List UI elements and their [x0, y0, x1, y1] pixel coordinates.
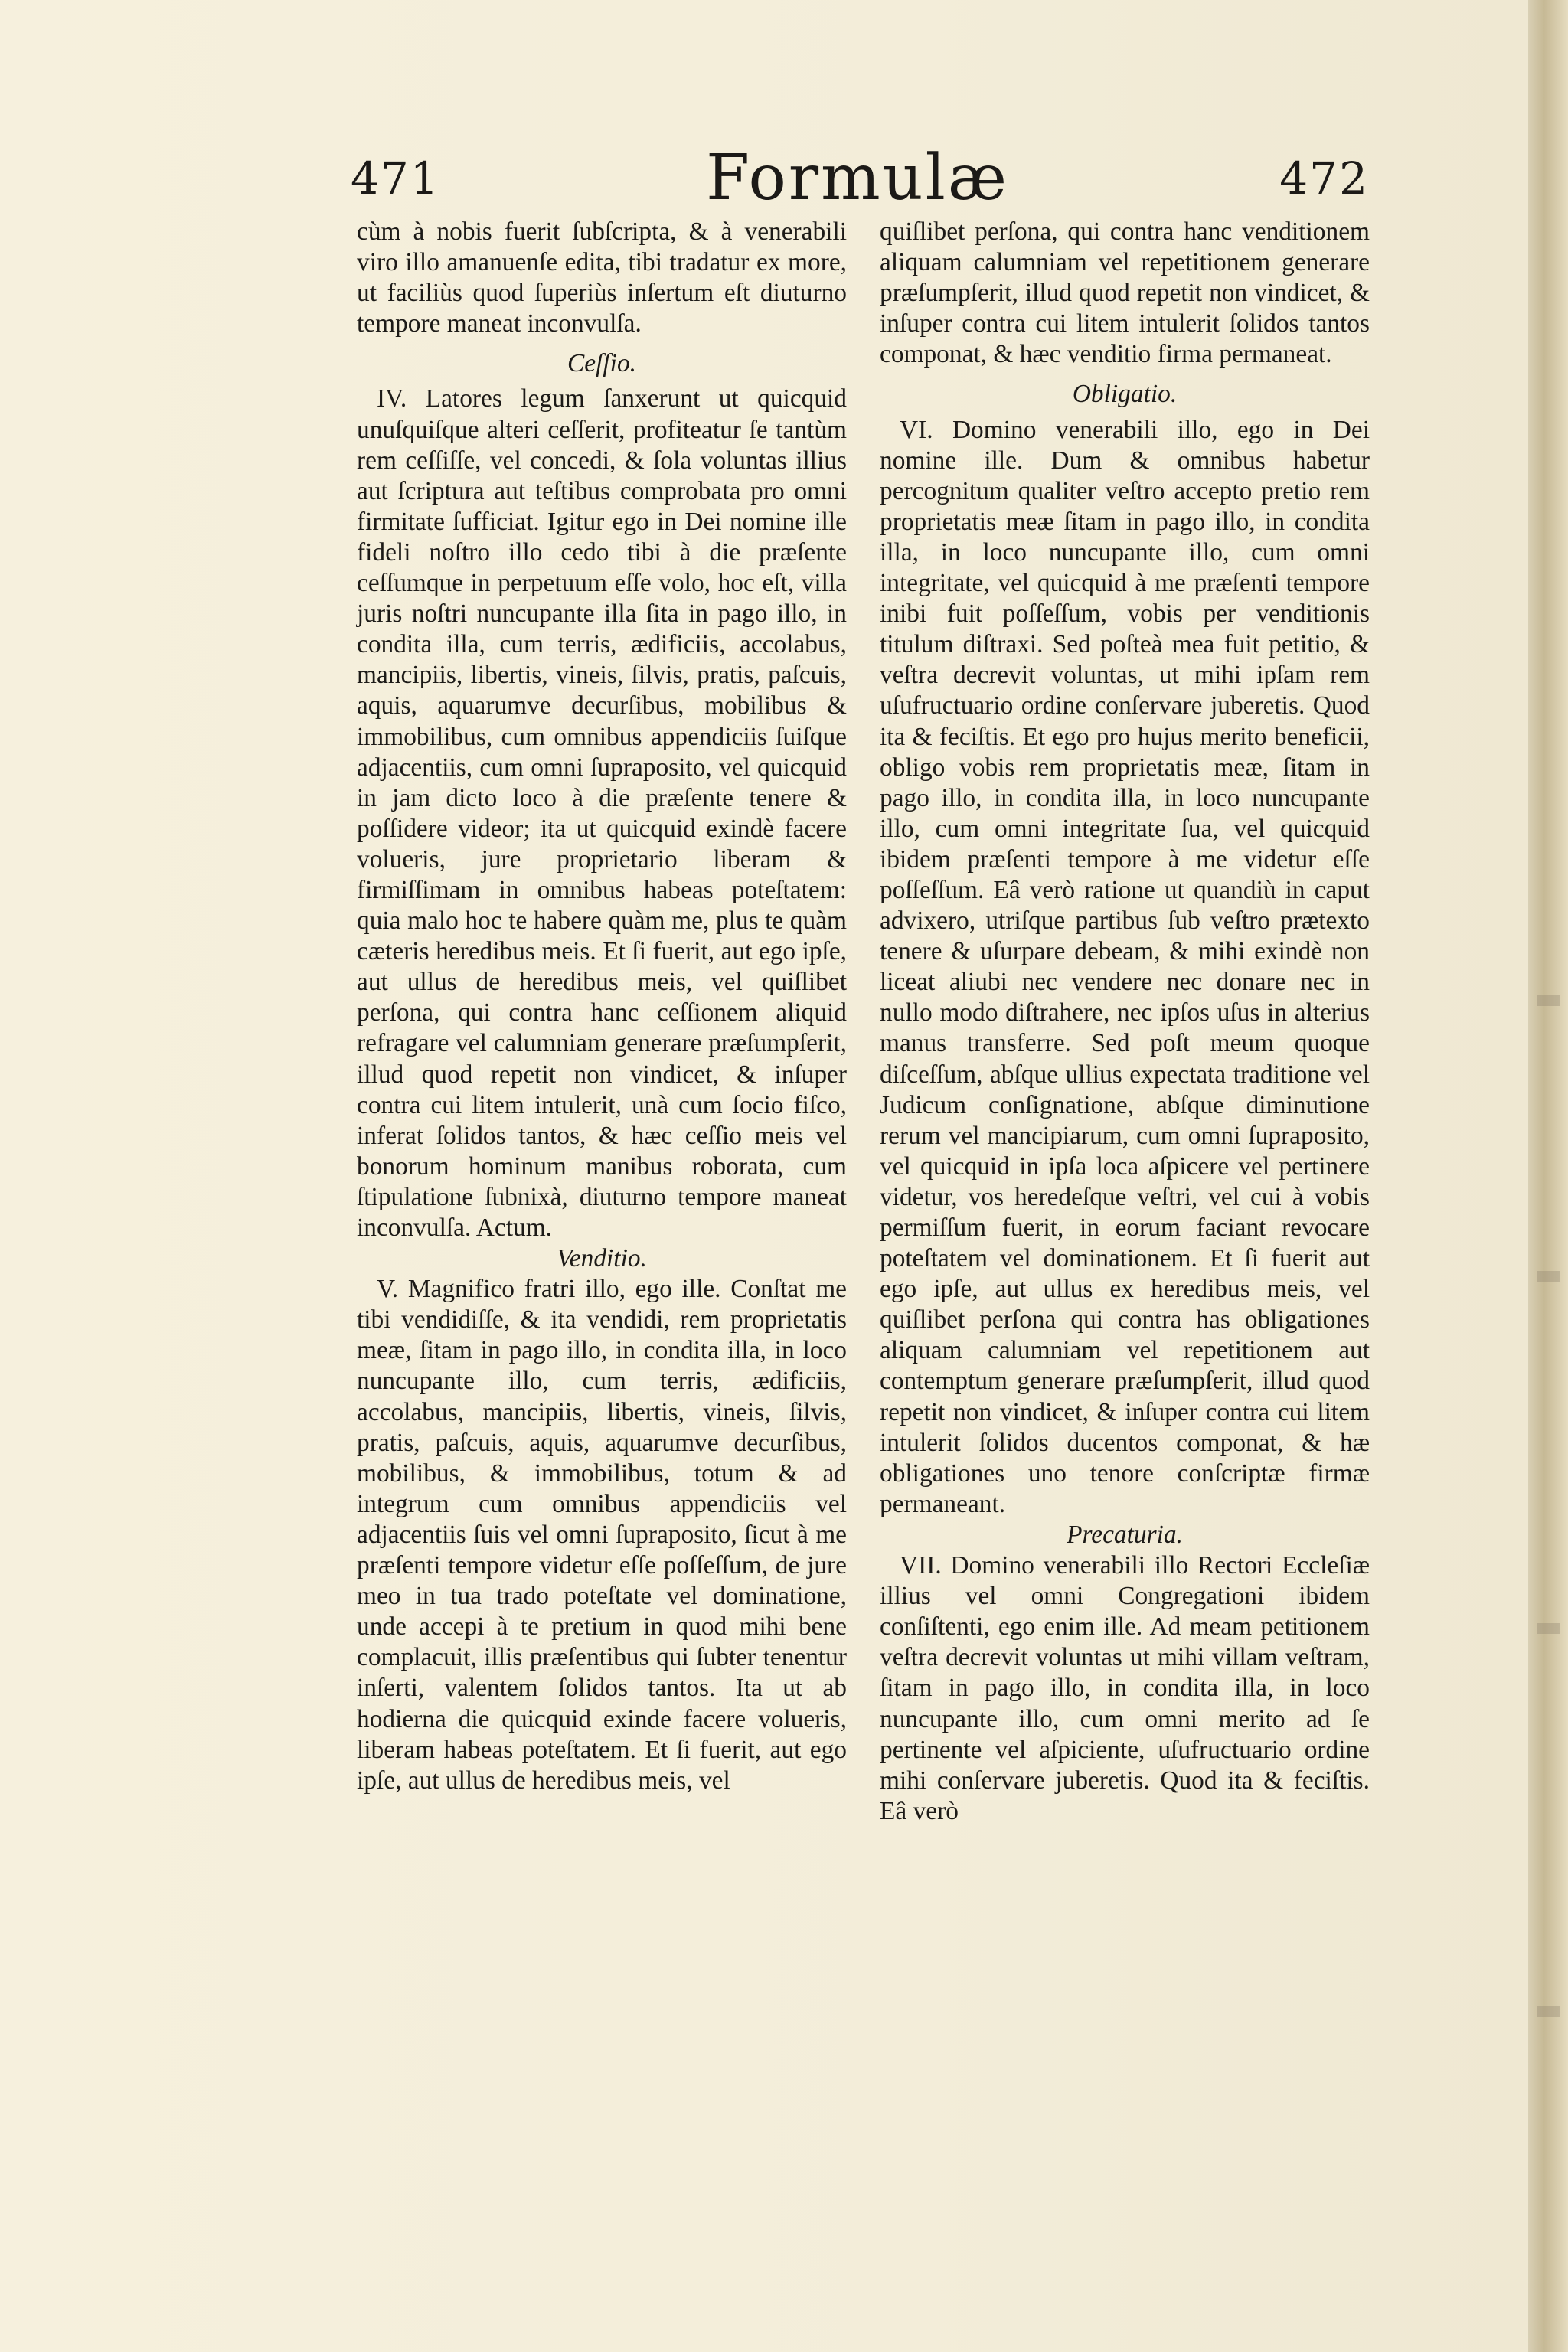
facing-page-edge [1528, 0, 1568, 2352]
section-heading-venditio: Venditio. [557, 1244, 647, 1273]
right-text-column [880, 217, 1370, 1827]
section-heading-obligatio: Obligatio. [1072, 380, 1178, 409]
facing-page-text-fragment [1537, 1271, 1560, 1282]
continued-paragraph: quiſlibet perſona, qui contra hanc venditionem aliquam calumniam vel repetitionem generare præſumpſerit, illud quod repetit non vindicet, & inſuper contra cui litem intulerit ſolidos tantos componat, & hæc venditio firma permaneat. [880, 217, 1370, 369]
continued-paragraph: cùm à nobis fuerit ſubſcripta, & à venerabili viro illo amanuenſe edita, tibi tradatur ex more, ut faciliùs quod ſuperiùs inſertum eſt diuturno tempore maneat inconvulſa. [357, 217, 847, 338]
formula-v-paragraph: V. Magnifico fratri illo, ego ille. Conſtat me tibi vendidiſſe, & ita vendidi, rem proprietatis meæ, ſitam in pago illo, in condita illa, in loco nuncupante illo, cum terris, ædificiis, accolabus, mancipiis, libertis, vineis, ſilvis, pratis, paſcuis, aquis, aquarumve decurſibus, mobilibus, & immobilibus, totum & ad integrum cum omnibus appendiciis vel adjacentiis ſuis vel omni ſupraposito, ſicut à me præſenti tempore videtur eſſe poſſeſſum, de jure meo in tua trado poteſtate vel dominatione, unde accepi à te pretium in quod mihi bene complacuit, illis præſentibus qui ſubter tenentur inſerti, valentem ſolidos tantos. Ita ut ab hodierna die quicquid exinde facere volueris, liberam habeas poteſtatem. Et ſi fuerit, aut ego ipſe, aut ullus de heredibus meis, vel [357, 1275, 847, 1795]
right-page-number: 472 [1279, 152, 1369, 204]
running-head-title: Formulæ [706, 142, 1009, 214]
left-text-column [357, 217, 847, 1796]
facing-page-text-fragment [1537, 2006, 1560, 2017]
left-page-number: 471 [351, 152, 440, 204]
formula-iv-paragraph: IV. Latores legum ſanxerunt ut quicquid unuſquiſque alteri ceſſerit, profiteatur ſe tantùm rem ceſſiſſe, vel concedi, & ſola voluntas illius aut ſcriptura aut teſtibus comprobata pro omni firmitate ſufficiat. Igitur ego in Dei nomine ille fideli noſtro illo cedo tibi à die præſente ceſſumque in perpetuum eſſe volo, hoc eſt, villa juris noſtri nuncupante illa ſita in pago illo, in condita illa, cum terris, ædificiis, accolabus, mancipiis, libertis, vineis, ſilvis, pratis, paſcuis, aquis, aquarumve decurſibus, mobilibus & immobilibus, cum omnibus appendiciis ſuiſque adjacentiis, cum omni ſupraposito, vel quicquid in jam dicto loco à die præſente tenere & poſſidere videor; ita ut quicquid exindè facere volueris, jure proprietario liberam & firmiſſimam in omnibus habeas poteſtatem: quia malo hoc te habere quàm me, plus te quàm cæteris heredibus meis. Et ſi fuerit, aut ego ipſe, aut ullus de heredibus meis, vel quiſlibet perſona, qui contra hanc ceſſionem aliquid refragare vel calumniam generare præſumpſerit, illud quod repetit non vindicet, & inſuper contra cui litem intulerit, unà cum ſocio fiſco, inferat ſolidos tantos, & hæc ceſſio meis vel bonorum hominum manibus roborata, cum ſtipulatione ſubnixà, diuturno tempore maneat inconvulſa. Actum. [357, 384, 847, 1242]
formula-vii-paragraph: VII. Domino venerabili illo Rectori Eccleſiæ illius vel omni Congregationi ibidem conſiſtenti, ego enim ille. Ad meam petitionem veſtra decrevit voluntas ut mihi villam veſtram, ſitam in pago illo, in condita illa, in loco nuncupante illo, cum omni merito ad ſe pertinente vel aſpiciente, uſufructuario ordine mihi conſervare juberetis. Quod ita & feciſtis. Eâ verò [880, 1551, 1370, 1825]
page-header [337, 142, 1378, 214]
section-heading-precaturia: Precaturia. [1067, 1520, 1183, 1549]
section-heading-cessio: Ceſſio. [567, 349, 636, 378]
formula-vi-paragraph: VI. Domino venerabili illo, ego in Dei nomine ille. Dum & omnibus habetur percognitum qualiter veſtro accepto pretio rem proprietatis meæ ſitam in pago illo, in condita illa, in loco nuncupante illo, cum omni integritate, vel quicquid à me præſenti tempore inibi fuit poſſeſſum, vobis per venditionis titulum diſtraxi. Sed poſteà mea fuit petitio, & veſtra decrevit voluntas, ut mihi ipſam rem uſufructuario ordine conſervare juberetis. Quod ita & feciſtis. Et ego pro hujus merito beneficii, obligo vobis rem proprietatis meæ, ſitam in pago illo, in condita illa, in loco nuncupante illo, cum omni integritate ſua, vel quicquid ibidem præſenti tempore à me videtur eſſe poſſeſſum. Eâ verò ratione ut quandiù in caput advixero, utriſque partibus ſub veſtro prætexto tenere & uſurpare debeam, & mihi exindè non liceat aliubi nec vendere nec donare nec in nullo modo diſtrahere, nec ipſos uſus in alterius manus transferre. Sed poſt meum quoque diſceſſum, abſque ullius expectata traditione vel Judicum conſignatione, abſque diminutione rerum vel mancipiarum, cum omni ſupraposito, vel quicquid in ipſa loca aſpicere vel pertinere videtur, vos heredeſque veſtri, vel cui à vobis permiſſum fuerit, in eorum faciant revocare poteſtatem vel dominationem. Et ſi fuerit aut ego ipſe, aut ullus ex heredibus meis, vel quiſlibet perſona qui contra has obligationes aliquam calumniam vel repetitionem aut contemptum generare præſumpſerit, illud quod repetit non vindicet, & inſuper contra cui litem intulerit ſolidos ducentos componat, & hæ obligationes uno tenore conſcriptæ firmæ permaneant. [880, 415, 1370, 1518]
facing-page-text-fragment [1537, 995, 1560, 1006]
facing-page-text-fragment [1537, 1623, 1560, 1634]
